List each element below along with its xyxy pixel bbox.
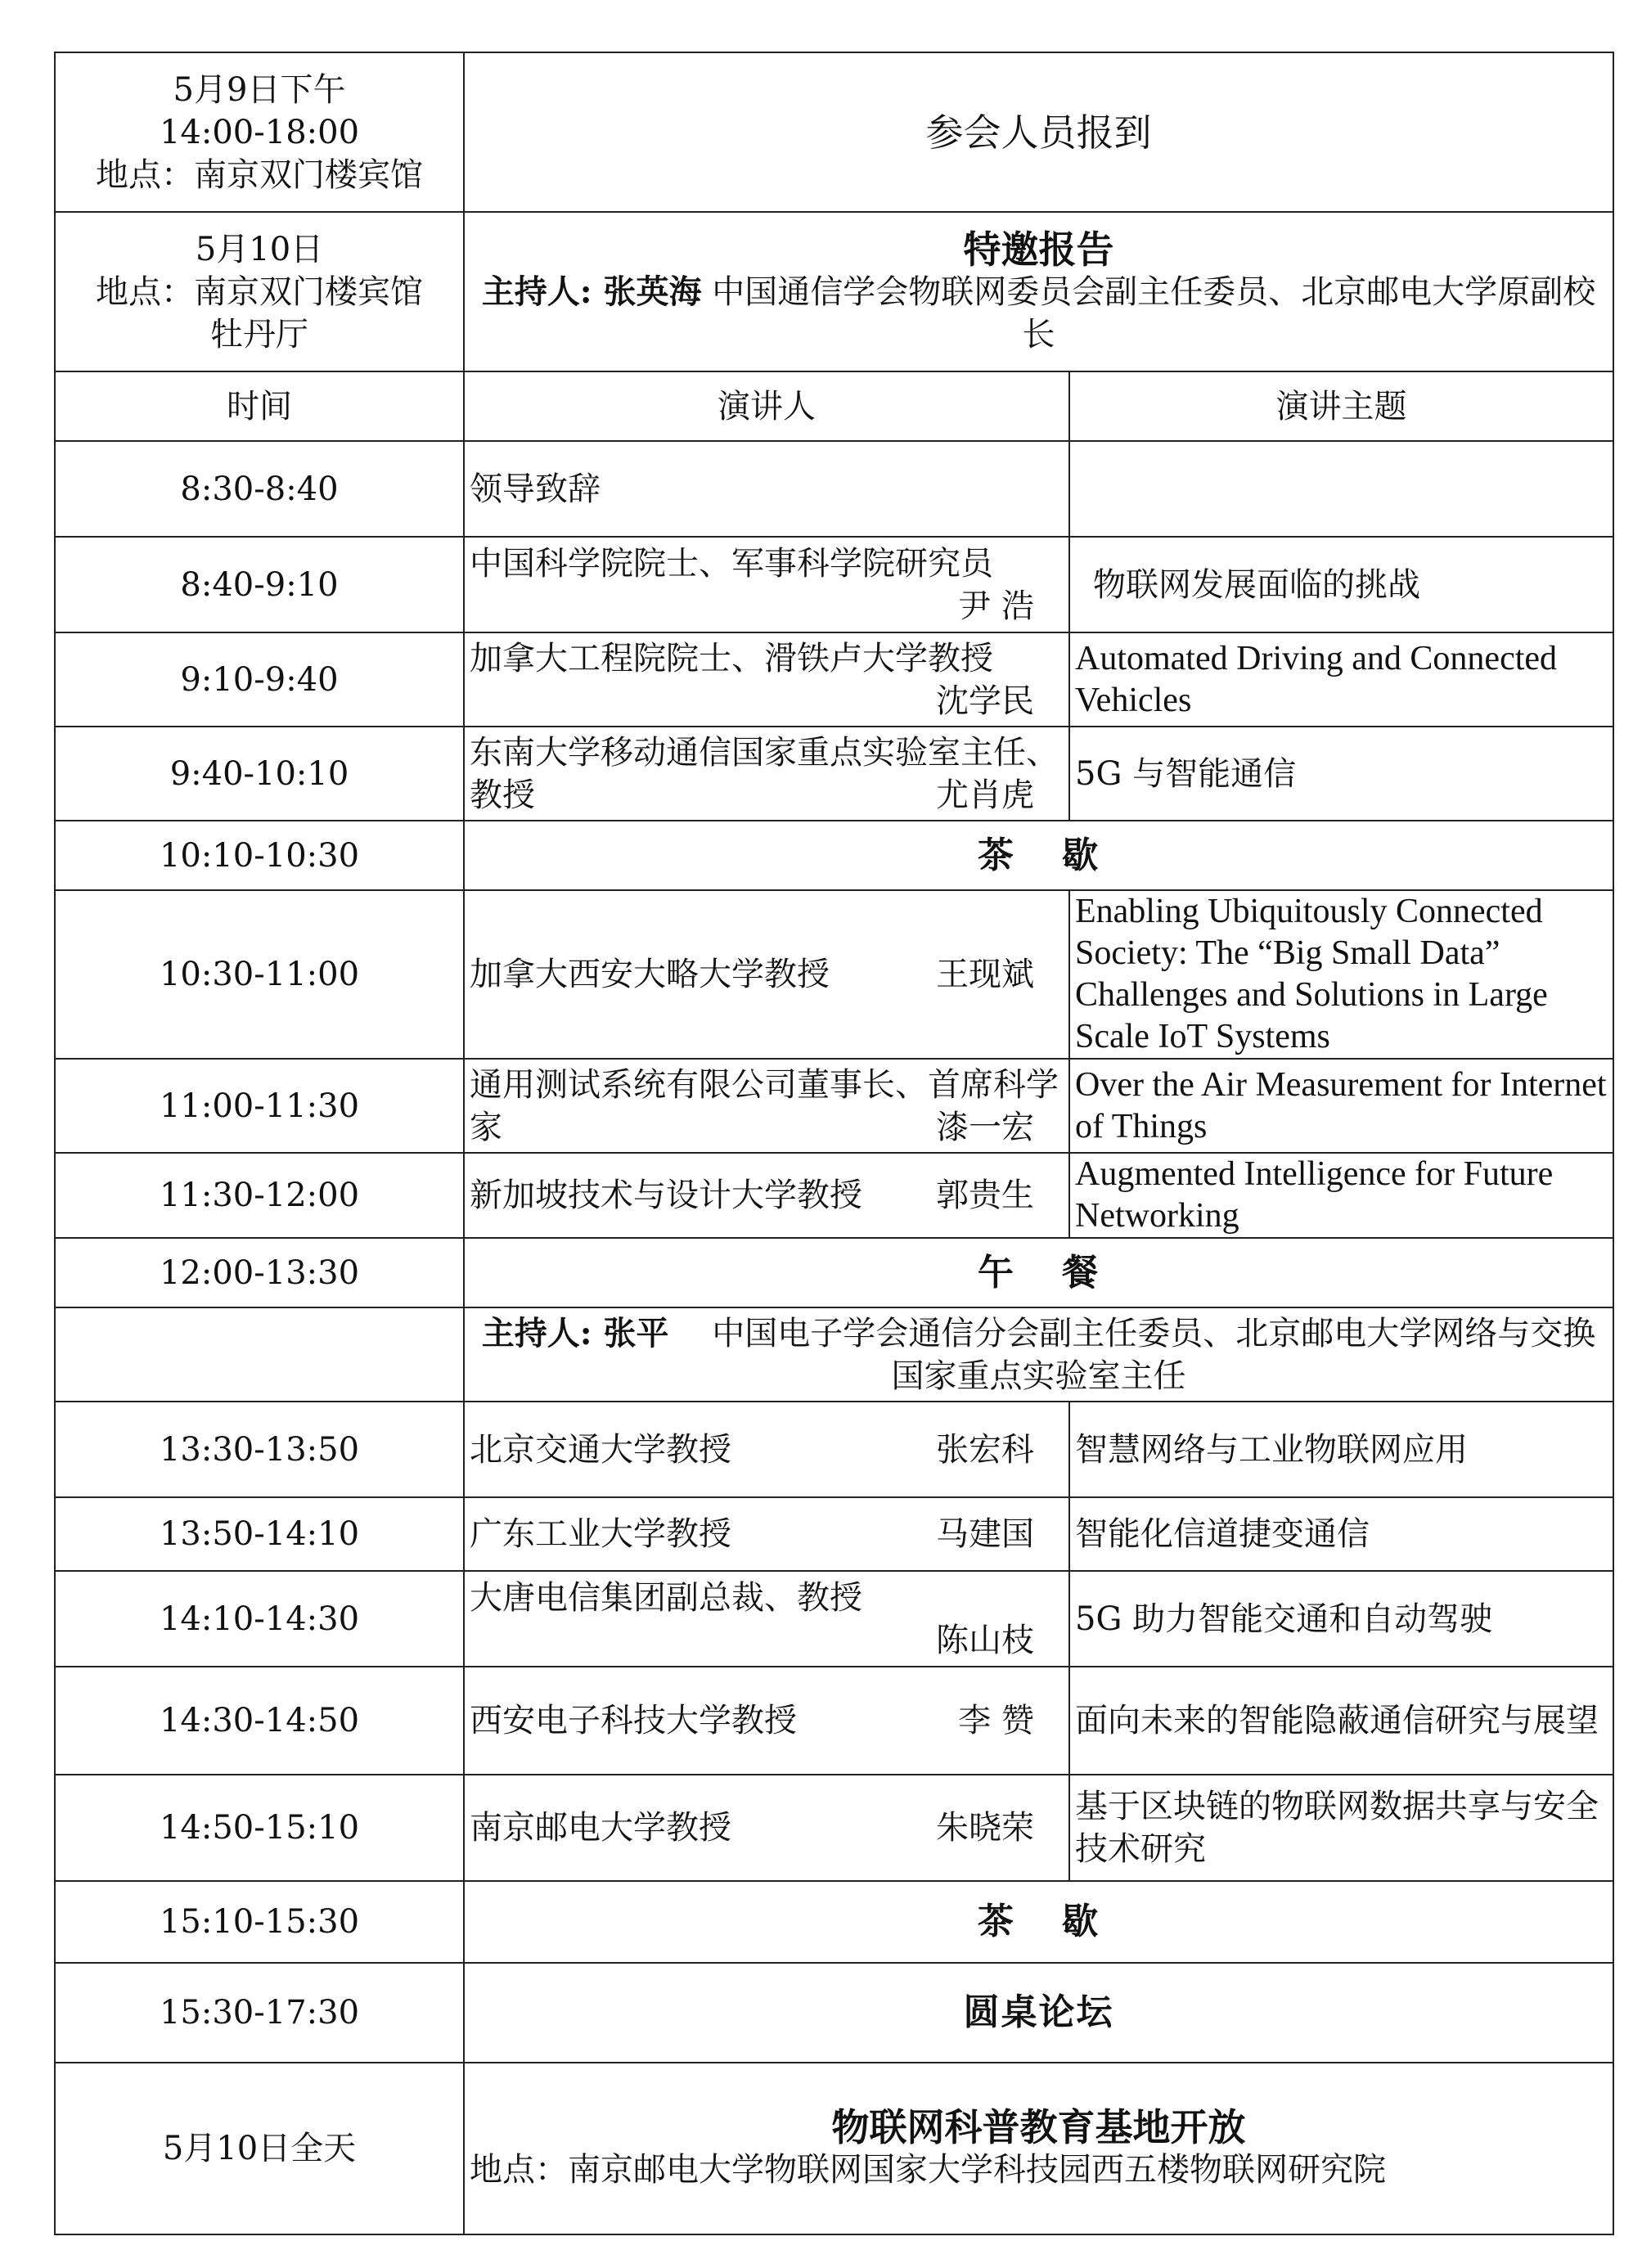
session-time: 11:00-11:30	[55, 1059, 464, 1153]
keynote-info-cell	[464, 212, 1613, 371]
keynote-time-cell	[55, 212, 464, 371]
break-row	[55, 1881, 1613, 1963]
speaker-name: 尹 浩	[958, 587, 1034, 625]
session-topic: Automated Driving and Connected Vehicles	[1069, 632, 1613, 727]
forum-row	[55, 1963, 1613, 2063]
session-speaker	[464, 1571, 1069, 1667]
session-time: 14:50-15:10	[55, 1775, 464, 1881]
session-topic: 基于区块链的物联网数据共享与安全技术研究	[1069, 1775, 1613, 1881]
forum-time: 15:30-17:30	[55, 1963, 464, 2063]
checkin-content: 参会人员报到	[464, 52, 1613, 212]
speaker-affiliation: 领导致辞	[470, 470, 601, 508]
column-header-time: 时间	[55, 371, 464, 441]
session-speaker	[464, 1153, 1069, 1238]
table-row	[55, 1402, 1613, 1497]
afternoon-host-cell	[464, 1307, 1613, 1402]
session-topic: 5G 助力智能交通和自动驾驶	[1069, 1571, 1613, 1667]
openday-cell	[464, 2063, 1613, 2234]
table-row	[55, 632, 1613, 727]
keynote-host-desc: 中国通信学会物联网委员会副主任委员、北京邮电大学原副校长	[712, 272, 1596, 353]
checkin-time-cell	[55, 52, 464, 212]
table-row	[55, 441, 1613, 537]
agenda-table	[54, 52, 1614, 2235]
speaker-affiliation: 加拿大西安大略大学教授	[470, 956, 830, 993]
speaker-affiliation: 广东工业大学教授	[470, 1515, 731, 1553]
openday-time: 5月10日全天	[55, 2063, 464, 2234]
session-topic: 智慧网络与工业物联网应用	[1069, 1402, 1613, 1497]
speaker-affiliation: 中国科学院院士、军事科学院研究员	[470, 544, 993, 583]
session-time: 13:30-13:50	[55, 1402, 464, 1497]
session-topic: 5G 与智能通信	[1069, 727, 1613, 821]
table-row	[55, 890, 1613, 1059]
speaker-name: 尤肖虎	[936, 776, 1034, 814]
session-topic: Enabling Ubiquitously Connected Society: The “Big Small Data” Challenges and Solutions in Large Scale IoT Systems	[1069, 890, 1613, 1059]
speaker-affiliation: 东南大学移动通信国家重点实验室主任、教授	[470, 733, 1059, 814]
speaker-affiliation: 西安电子科技大学教授	[470, 1702, 797, 1739]
checkin-time: 14:00-18:00	[159, 113, 360, 151]
keynote-place: 地点：南京双门楼宾馆	[96, 272, 423, 311]
session-topic: Over the Air Measurement for Internet of Things	[1069, 1059, 1613, 1153]
session-time: 11:30-12:00	[55, 1153, 464, 1238]
keynote-row	[55, 212, 1613, 371]
break-row	[55, 821, 1613, 890]
speaker-name: 马建国	[936, 1515, 1034, 1553]
session-speaker	[464, 632, 1069, 727]
column-header-speaker: 演讲人	[464, 371, 1069, 441]
speaker-affiliation: 北京交通大学教授	[470, 1430, 731, 1469]
session-time: 9:40-10:10	[55, 727, 464, 821]
table-row	[55, 727, 1613, 821]
checkin-date: 5月9日下午	[173, 70, 346, 109]
speaker-name: 沈学民	[936, 682, 1034, 720]
lunch-label: 午 餐	[464, 1238, 1613, 1307]
session-topic	[1069, 441, 1613, 537]
afternoon-host-label: 主持人: 张平	[481, 1313, 669, 1352]
break-label: 茶 歇	[464, 821, 1613, 890]
keynote-title: 特邀报告	[963, 227, 1114, 272]
session-topic: Augmented Intelligence for Future Networking	[1069, 1153, 1613, 1238]
break-label: 茶 歇	[464, 1881, 1613, 1963]
afternoon-host-row	[55, 1307, 1613, 1402]
speaker-name: 李 赞	[958, 1702, 1034, 1739]
session-speaker	[464, 1059, 1069, 1153]
table-row	[55, 1153, 1613, 1238]
table-row	[55, 537, 1613, 632]
openday-place: 地点：南京邮电大学物联网国家大学科技园西五楼物联网研究院	[470, 2151, 1386, 2189]
table-row	[55, 1667, 1613, 1775]
session-time: 8:40-9:10	[55, 537, 464, 632]
openday-title: 物联网科普教育基地开放	[831, 2105, 1246, 2149]
speaker-affiliation: 南京邮电大学教授	[470, 1809, 731, 1847]
session-speaker	[464, 1497, 1069, 1571]
session-speaker	[464, 1402, 1069, 1497]
openday-row	[55, 2063, 1613, 2234]
checkin-row	[55, 52, 1613, 212]
session-time: 10:30-11:00	[55, 890, 464, 1059]
speaker-name: 漆一宏	[936, 1108, 1034, 1146]
break-time: 10:10-10:30	[55, 821, 464, 890]
speaker-line	[470, 1807, 1064, 1849]
session-time: 13:50-14:10	[55, 1497, 464, 1571]
speaker-name: 王现斌	[936, 956, 1034, 993]
speaker-line	[470, 953, 1064, 996]
checkin-place: 地点：南京双门楼宾馆	[96, 155, 423, 194]
speaker-line	[470, 1174, 1064, 1217]
speaker-line	[470, 1429, 1064, 1471]
afternoon-host-desc: 中国电子学会通信分会副主任委员、北京邮电大学网络与交换国家重点实验室主任	[712, 1314, 1596, 1395]
column-header-row	[55, 371, 1613, 441]
speaker-name: 陈山枝	[936, 1621, 1034, 1659]
table-row	[55, 1497, 1613, 1571]
break-time: 15:10-15:30	[55, 1881, 464, 1963]
session-speaker	[464, 890, 1069, 1059]
table-row	[55, 1059, 1613, 1153]
forum-label: 圆桌论坛	[464, 1963, 1613, 2063]
speaker-name: 张宏科	[936, 1430, 1034, 1469]
speaker-name: 郭贵生	[936, 1177, 1034, 1214]
session-speaker	[464, 537, 1069, 632]
session-topic: 智能化信道捷变通信	[1069, 1497, 1613, 1571]
lunch-row	[55, 1238, 1613, 1307]
session-speaker	[464, 1667, 1069, 1775]
speaker-affiliation: 加拿大工程院院士、滑铁卢大学教授	[470, 639, 993, 677]
speaker-affiliation: 通用测试系统有限公司董事长、首席科学家	[470, 1065, 1059, 1146]
speaker-name: 朱晓荣	[936, 1809, 1034, 1847]
session-topic: 面向未来的智能隐蔽通信研究与展望	[1069, 1667, 1613, 1775]
session-speaker	[464, 727, 1069, 821]
session-speaker	[464, 441, 1069, 537]
keynote-date: 5月10日	[195, 230, 324, 268]
session-time: 14:30-14:50	[55, 1667, 464, 1775]
table-row	[55, 1571, 1613, 1667]
column-header-topic: 演讲主题	[1069, 371, 1613, 441]
afternoon-host-empty	[55, 1307, 464, 1402]
speaker-affiliation: 大唐电信集团副总裁、教授	[470, 1578, 862, 1617]
speaker-line	[470, 1699, 1064, 1742]
session-topic: 物联网发展面临的挑战	[1069, 537, 1613, 632]
session-time: 9:10-9:40	[55, 632, 464, 727]
keynote-host-label: 主持人: 张英海	[481, 272, 702, 311]
session-time: 14:10-14:30	[55, 1571, 464, 1667]
lunch-time: 12:00-13:30	[55, 1238, 464, 1307]
session-time: 8:30-8:40	[55, 441, 464, 537]
session-speaker	[464, 1775, 1069, 1881]
speaker-affiliation: 新加坡技术与设计大学教授	[470, 1177, 862, 1214]
speaker-line	[470, 1513, 1064, 1555]
table-row	[55, 1775, 1613, 1881]
keynote-hall: 牡丹厅	[210, 315, 308, 353]
